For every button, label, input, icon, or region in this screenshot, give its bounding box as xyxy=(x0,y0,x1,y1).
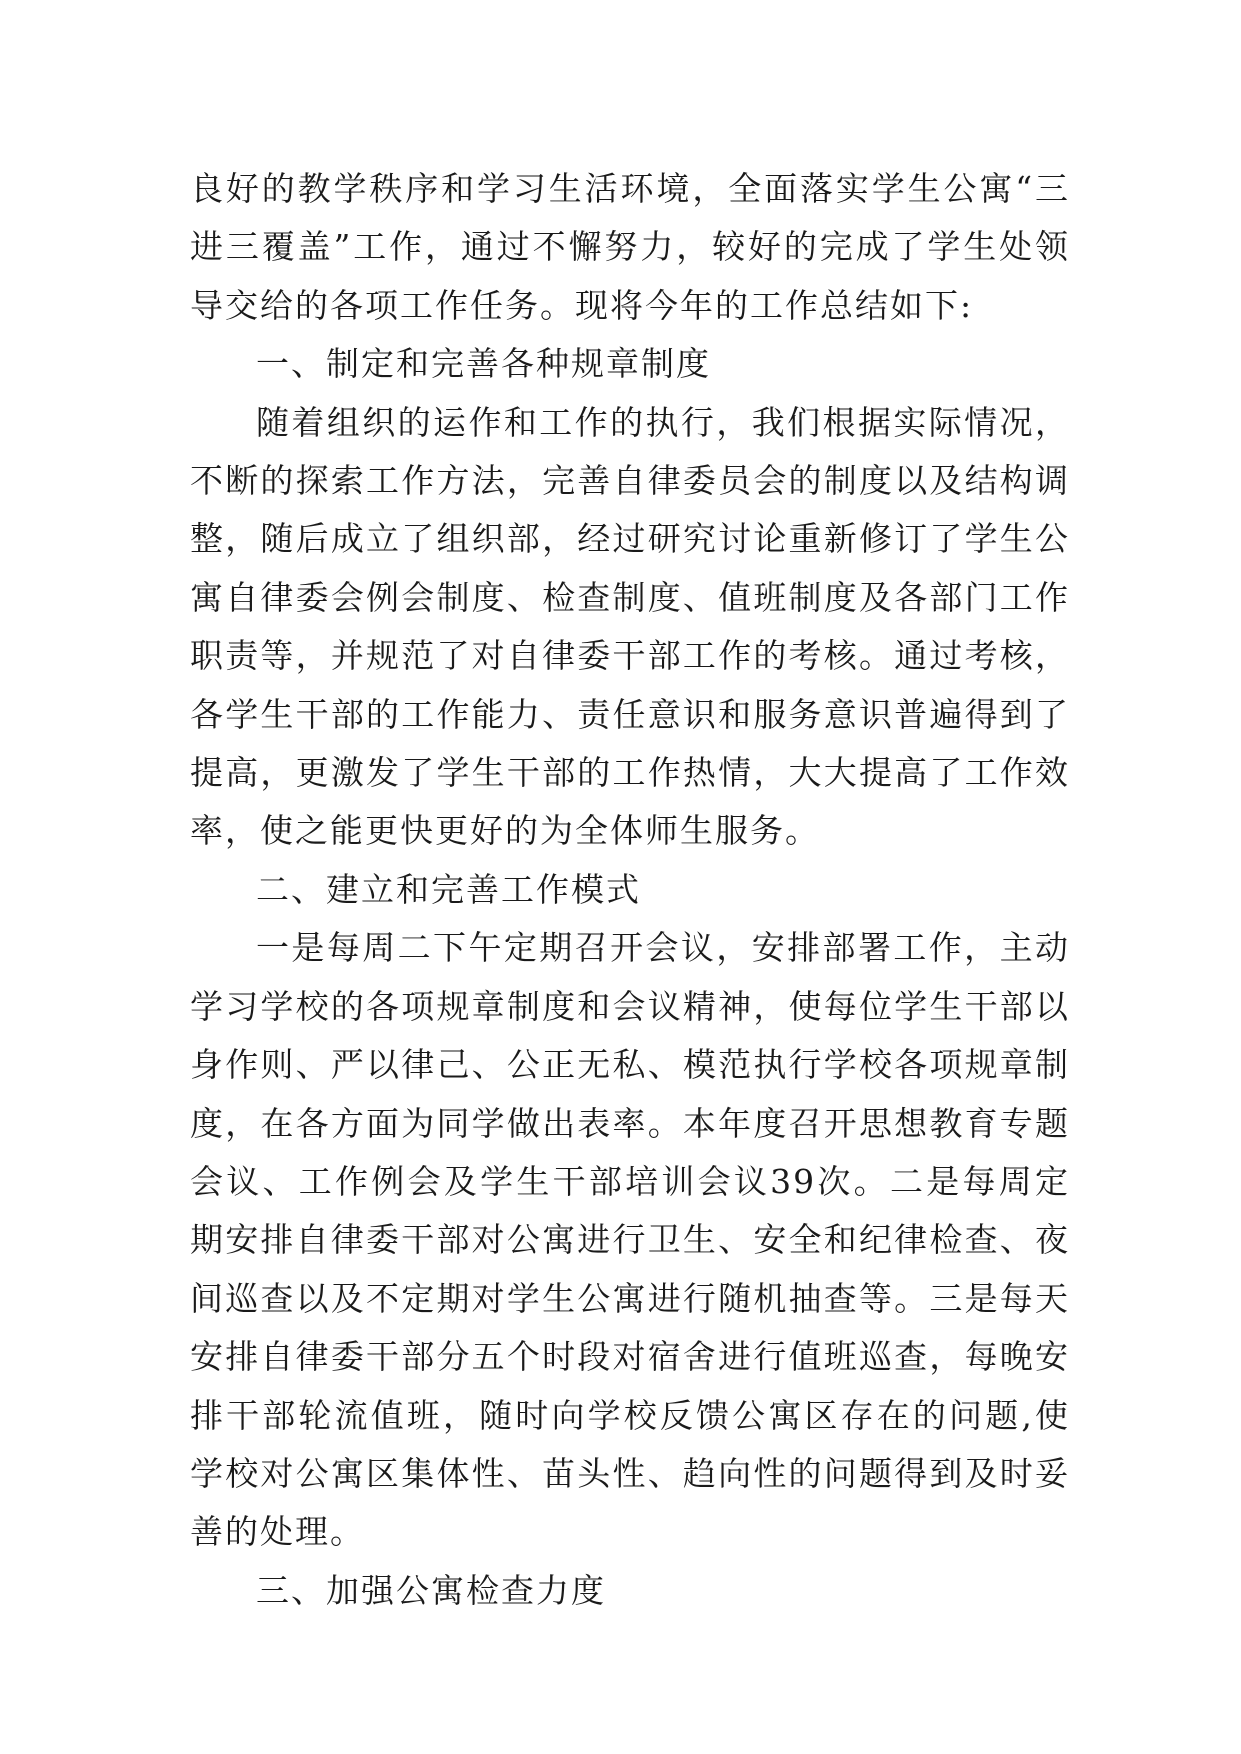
section-heading-1: 一、制定和完善各种规章制度 xyxy=(256,344,711,384)
paragraph-section-1: 随着组织的运作和工作的执行，我们根据实际情况，不断的探索工作方法，完善自律委员会的制度以及结构调整，随后成立了组织部，经过研究讨论重新修订了学生公寓自律委会例会制度、检查制度、值班制度及各部门工作职责等，并规范了对自律委干部工作的考核。通过考核，各学生干部的工作能力、责任意识和服务意识普遍得到了提高，更激发了学生干部的工作热情，大大提高了工作效率，使之能更快更好的为全体师生服务。 xyxy=(190,402,1070,851)
paragraph-intro: 良好的教学秩序和学习生活环境，全面落实学生公寓“三进三覆盖”工作，通过不懈努力，较好的完成了学生处领导交给的各项工作任务。现将今年的工作总结如下: xyxy=(190,169,1070,325)
paragraph-section-2: 一是每周二下午定期召开会议，安排部署工作，主动学习学校的各项规章制度和会议精神，使每位学生干部以身作则、严以律己、公正无私、模范执行学校各项规章制度，在各方面为同学做出表率。本年度召开思想教育专题会议、工作例会及学生干部培训会议39次。二是每周定期安排自律委干部对公寓进行卫生、安全和纪律检查、夜间巡查以及不定期对学生公寓进行随机抽查等。三是每天安排自律委干部分五个时段对宿舍进行值班巡查，每晚安排干部轮流值班，随时向学校反馈公寓区存在的问题,使学校对公寓区集体性、苗头性、趋向性的问题得到及时妥善的处理。 xyxy=(190,928,1070,1552)
document-body xyxy=(190,160,1070,1620)
section-heading-3: 三、加强公寓检查力度 xyxy=(256,1570,606,1610)
section-heading-2: 二、建立和完善工作模式 xyxy=(256,869,641,909)
